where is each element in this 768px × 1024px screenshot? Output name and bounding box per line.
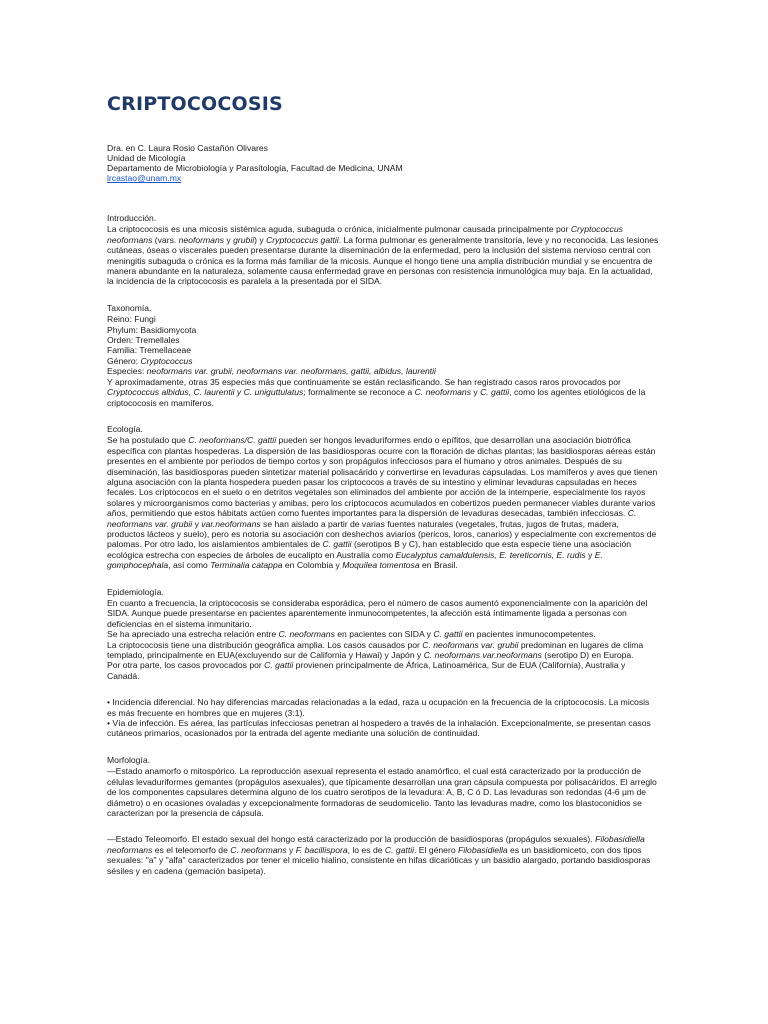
epidemiology-line-2: Se ha apreciado una estrecha relación entre C. neoformans en pacientes con SIDA y C. gattii en pacientes inmunocompetentes. [107,629,596,640]
document-page [107,90,659,892]
bullet-item: • Incidencia diferencial. No hay diferencias marcadas relacionadas a la edad, raza u ocupación en la frecuencia de la criptococosis. La micosis es más frecuente en hombres que en mujeres (3:1). [107,697,650,718]
section-heading: Introducción. [107,213,157,223]
section-ecology [107,424,659,571]
author-name: Dra. en C. Laura Rosio Castañón Olivares [107,143,268,153]
author-unit: Unidad de Micología [107,153,186,163]
taxonomy-paragraph: Y aproximadamente, otras 35 especies más que continuamente se están reclasificando. Se han registrado casos raros provocados por Cryptococcus albidus, C. laurentii y C. uniguttulatus; formalmente se reconoce a C. neoformans y C. gattii, como los agentes etiológicos de la criptococosis en mamíferos. [107,376,646,408]
page-title: CRIPTOCOCOSIS [107,93,283,115]
epidemiology-line-1: En cuanto a frecuencia, la criptococosis se consideraba esporádica, pero el número de casos aumentó exponencialmente con la aparición del SIDA. Aunque puede presentarse en pacientes aparentemente inmunocompetentes, la afección está íntimamente ligada a personas con deficiencias en el sistema inmunitario. [107,598,648,629]
taxonomy-genero: Género: Cryptococcus [107,355,193,366]
epidemiology-line-4: Por otra parte, los casos provocados por C. gattii provienen principalmente de África, Latinoamérica, Sur de EUA (California), Australia y Canadá. [107,660,626,681]
taxonomy-orden: Orden: Tremellales [107,335,180,346]
section-epidemiology [107,587,659,682]
author-email-link[interactable]: lrcastao@unam.mx [107,173,182,183]
taxonomy-especies: Especies: neoformans var. grubii, neoformans var. neoformans, gattii, albidus, laurentii [107,366,436,377]
section-heading: Ecología. [107,423,143,434]
morphology-teleomorph-paragraph: —Estado Teleomorfo. El estado sexual del hongo está caracterizado por la producción de basidiosporas (propágulos sexuales). Filobasidiella neoformans es el teleomorfo de C. neoformans y F. bacillispora, lo es de C. gattii. El género Filobasidiella es un basidiomiceto, con dos tipos sexuales: "a" y "alfa" caracterizados por tener el micelio hialino, consistente en hifas dicarióticas y un basidio alargado, portando basidiosporas sésiles y en cadena (gemación basípeta). [107,834,651,876]
section-heading: Taxonomía. [107,302,152,313]
section-morphology [107,755,659,818]
section-bullets [107,697,659,739]
section-teleomorph [107,834,659,876]
morphology-anamorph-paragraph: —Estado anamorfo o mitospórico. La reproducción asexual representa el estado anamórfico, el cual está caracterizado por la producción de células levaduriformes gemantes (propágulos asexuales), que típicamente desarrollan una gran cápsula compuesta por polisacáridos. El arreglo de los componentes capsulares determina alguno de los cuatro serotipos de la levadura: A, B, C ó D. Las levaduras son redondas (4-6 µm de diámetro) o en ocasiones ovaladas y excepcionalmente formadoras de seudomicelio. Tanto las levaduras madre, como los blastoconidios se caracterizan por la presencia de cápsula. [107,766,657,818]
section-heading: Epidemiología. [107,586,164,597]
taxonomy-reino: Reino: Fungi [107,314,156,325]
taxonomy-phylum: Phylum: Basidiomycota [107,324,197,335]
ecology-paragraph: Se ha postulado que C. neoformans/C. gattii pueden ser hongos levaduriformes endo o epífitos, que desarrollan una asociación biotrófica específica con plantas hospederas. La dispersión de las basidiosporas ocurre con la floración de dichas plantas; las basidiosporas aéreas están presentes en el ambiente por períodos de tiempo cortos y son propágulos infecciosos para el humano y otros animales. Después de su diseminación, las basidiosporas pueden sintetizar material polisacárido y convertirse en levaduras capsuladas. Los mamíferos y aves que tienen alguna asociación con la planta hospedera pueden pasar los criptococos a través de su intestino y eliminar levaduras capsuladas en heces fecales. Los criptococos en el suelo o en detritos vegetales son eliminados del ambiente por acción de la intemperie, especialmente los rayos solares y microorganismos como bacterias y amibas, pero los criptococos acumulados en cobertizos pueden permanecer viables durante varios años, permitiendo que estos hábitats actúen como fuentes importantes para la dispersión de levaduras desecadas, también infecciosas. C. neoformans var. grubii y var.neoformans se han aislado a partir de varias fuentes naturales (vegetales, frutas, jugos de frutas, madera, productos lácteos y suelo), pero es notoria su asociación con deshechos aviarios (pericos, loros, canarios) y especialmente con excrementos de palomas. Por otro lado, los aislamientos ambientales de C. gattii (serotipos B y C), han establecido que esta especie tiene una asociación ecológica estrecha con especies de árboles de eucalipto en Australia como Eucalyptus camaldulensis, E. tereticornis, E. rudis y E. gomphocephala, así como Terminalia catappa en Colombia y Moquilea tomentosa en Brasil. [107,435,658,571]
author-department: Departamento de Microbiología y Parasitología, Facultad de Medicina, UNAM [107,163,403,173]
section-heading: Morfología. [107,754,150,765]
intro-paragraph: La criptococosis es una micosis sistémica aguda, subaguda o crónica, inicialmente pulmonar causada principalmente por Cryptococcus neoformans (vars. neoformans y grubii) y Cryptococcus gattii. La forma pulmonar es generalmente transitoria, leve y no reconocida. Las lesiones cutáneas, óseas o viscerales pueden presentarse durante la diseminación de la enfermedad, pero la inclusión del sistema nervioso central con meningitis subaguda o crónica es la forma más familiar de la micosis. Aunque el hongo tiene una amplia distribución mundial y se encuentra de manera abundante en la naturaleza, solamente causa enfermedad grave en personas con resistencia inmunológica muy baja. En la actualidad, la incidencia de la criptococosis es paralela a la presentada por el SIDA. [107,224,659,287]
section-taxonomy [107,303,659,408]
author-block [107,143,659,183]
bullet-item: • Vía de infección. Es aérea, las partículas infecciosas penetran al hospedero a través de la inhalación. Excepcionalmente, se presentan casos cutáneos primarios, ocasionados por la entrada del agente mediante una solución de continuidad. [107,718,651,739]
taxonomy-familia: Familia: Tremellaceae [107,345,192,356]
section-introduction [107,213,659,287]
epidemiology-line-3: La criptococosis tiene una distribución geográfica amplia. Los casos causados por C. neoformans var. grubii predominan en lugares de clima templado, principalmente en EUA(excluyendo sur de California y Hawai) y Japón y C. neoformans var.neoformans (serotipo D) en Europa. [107,639,644,661]
